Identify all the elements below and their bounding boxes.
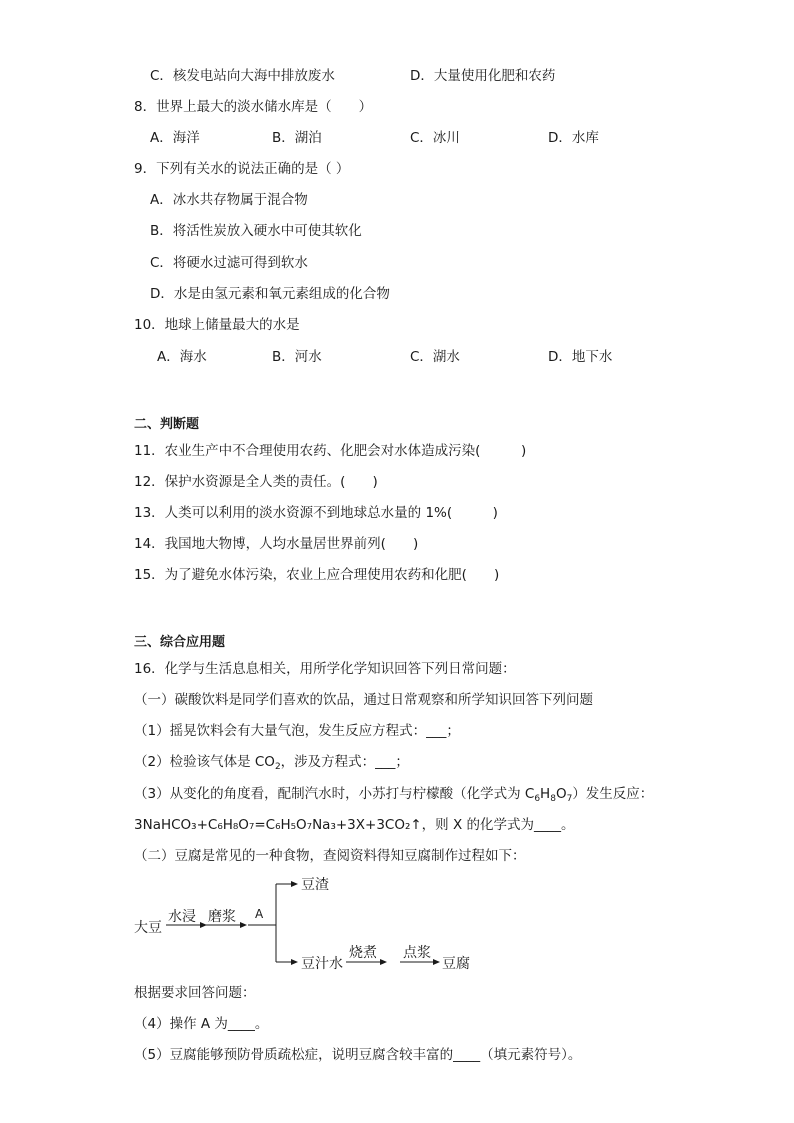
- q8-option-d: D．水库: [548, 130, 599, 146]
- q7-option-c: C．核发电站向大海中排放废水: [150, 68, 335, 84]
- q16-sub4: （4）操作 A 为____。: [134, 1016, 269, 1032]
- section-title-judgement: 二、判断题: [134, 417, 200, 432]
- q8-option-c: C．冰川: [410, 130, 460, 146]
- q9-option-d: D．水是由氢元素和氧元素组成的化合物: [150, 286, 390, 302]
- q8-stem: 8．世界上最大的淡水储水库是（ ）: [134, 99, 373, 115]
- q8-option-b: B．湖泊: [272, 130, 322, 146]
- section-title-application: 三、综合应用题: [134, 635, 226, 650]
- q16-sub3: （3）从变化的角度看，配制汽水时，小苏打与柠檬酸（化学式为 $C_6H_8O_7$）发生反应：: [134, 786, 654, 804]
- flow-step-coagulate: 点浆: [403, 945, 431, 961]
- judge-item-15: 15．为了避免水体污染，农业上应合理使用农药和化肥( ): [134, 567, 500, 583]
- q7-option-d: D．大量使用化肥和农药: [410, 68, 556, 84]
- q16-sub2: （2）检验该气体是 $CO_2$，涉及方程式：___；: [134, 754, 409, 772]
- q8-option-a: A．海洋: [150, 130, 200, 146]
- flow-node-okara: 豆渣: [301, 877, 329, 893]
- q10-option-a: A．海水: [157, 349, 207, 365]
- judge-item-12: 12．保护水资源是全人类的责任。( ): [134, 474, 378, 490]
- q16-part1-intro: （一）碳酸饮料是同学们喜欢的饮品，通过日常观察和所学知识回答下列问题: [134, 692, 593, 708]
- q9-option-c: C．将硬水过滤可得到软水: [150, 255, 308, 271]
- q16-sub1: （1）摇晃饮料会有大量气泡，发生反应方程式：___；: [134, 723, 460, 739]
- flow-operation-a: A: [255, 907, 264, 921]
- flow-node-tofu: 豆腐: [442, 956, 470, 972]
- q16-answer-intro: 根据要求回答问题：: [134, 985, 256, 1001]
- q16-stem: 16．化学与生活息息相关，用所学化学知识回答下列日常问题：: [134, 661, 516, 677]
- q10-option-d: D．地下水: [548, 349, 613, 365]
- flow-step-soak: 水浸: [168, 909, 196, 925]
- judge-item-13: 13．人类可以利用的淡水资源不到地球总水量的 1%( ): [134, 505, 498, 521]
- q16-part2-intro: （二）豆腐是常见的一种食物，查阅资料得知豆腐制作过程如下：: [134, 848, 526, 864]
- flow-node-soybean: 大豆: [134, 920, 162, 936]
- q9-stem: 9．下列有关水的说法正确的是（ ）: [134, 161, 350, 177]
- judge-item-11: 11．农业生产中不合理使用农药、化肥会对水体造成污染( ): [134, 443, 527, 459]
- q10-stem: 10．地球上储量最大的水是: [134, 317, 300, 333]
- q16-sub5: （5）豆腐能够预防骨质疏松症，说明豆腐含较丰富的____（填元素符号）。: [134, 1047, 582, 1063]
- q10-option-b: B．河水: [272, 349, 322, 365]
- q9-option-a: A．冰水共存物属于混合物: [150, 192, 308, 208]
- flow-step-grind: 磨浆: [208, 909, 236, 925]
- q9-option-b: B．将活性炭放入硬水中可使其软化: [150, 223, 362, 239]
- flow-node-soy-liquid: 豆汁水: [301, 956, 343, 972]
- q16-equation: 3NaHCO₃+C₆H₈O₇=C₆H₅O₇Na₃+3X+3CO₂↑，则 X 的化学式为____。: [134, 817, 575, 833]
- judge-item-14: 14．我国地大物博，人均水量居世界前列( ): [134, 536, 419, 552]
- q10-option-c: C．湖水: [410, 349, 460, 365]
- flow-step-boil: 烧煮: [349, 945, 377, 961]
